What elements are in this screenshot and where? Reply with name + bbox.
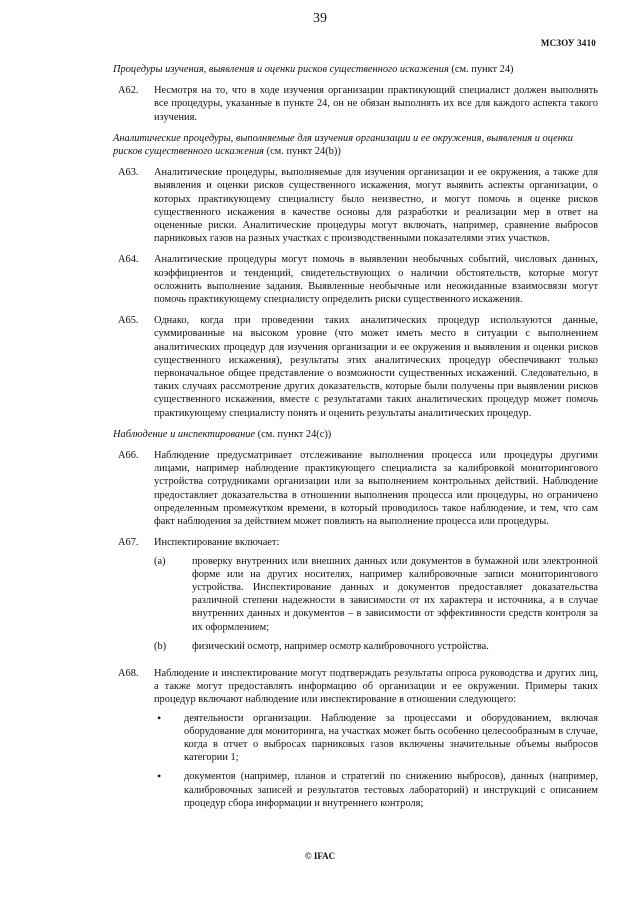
paragraph-a66 (113, 449, 598, 528)
paragraph-number: А67. (118, 537, 139, 549)
paragraph-number: А63. (118, 167, 139, 179)
paragraph-intro: Наблюдение и инспектирование могут подтверждать результаты опроса руководства и других лиц, а также могут предоставлять информацию об организации и ее окружении. Примеры таких процедур включают наблюдение или инспектирование в отношении следующего: (154, 667, 598, 706)
paragraph-body (154, 667, 598, 816)
section-heading-italic: Наблюдение и инспектирование (113, 428, 256, 440)
section-heading-italic: Аналитические процедуры, выполняемые для изучения организации и ее окружения, выявления и оценки рисков существенного искажения (113, 132, 573, 158)
list-item (154, 555, 598, 634)
section-heading (113, 63, 598, 76)
paragraph-a65 (113, 314, 598, 420)
paragraph-number: А66. (118, 450, 139, 462)
bullet-icon: • (157, 710, 162, 725)
standard-code: МСЗОУ 3410 (540, 38, 596, 48)
paragraph-a67 (113, 536, 598, 659)
list-item-text: физический осмотр, например осмотр калибровочного устройства. (192, 640, 489, 652)
paragraph-text: Наблюдение предусматривает отслеживание выполнения процесса или процедуры другими лицами, например наблюдение практикующего специалиста за калибровкой мониторингового устройства сотрудниками организации или за выполнением контрольных действий. Наблюдение предоставляет доказательства в отношении выполнения процесса или процедуры, но ограничено определенным промежутком времени, в который проводилось такое наблюдение, и тем, что сам факт наблюдения за действием может повлиять на выполнение процесса или процедуры. (154, 450, 598, 528)
list-item (154, 640, 598, 653)
page-content (113, 63, 598, 824)
section-heading-ref: (см. пункт 24(b)) (264, 146, 341, 158)
paragraph-text: Аналитические процедуры, выполняемые для изучения организации и ее окружения, а также для выявления и оценки рисков существенного искажения, могут выявить аспекты организации, о которых практикующему специалисту было неизвестно, и могут помочь в оценке рисков существенного искажения в качестве основы для разработки и реализации мер в ответ на оцененные риски. Аналитические процедуры могут включать, например, сравнение выбросов парниковых газов на разных участках с производственными показателями этих участков. (154, 167, 598, 245)
list-item-text: проверку внутренних или внешних данных или документов в бумажной или электронной форме или на других носителях, например калибровочные записи мониторингового устройства. Инспектирование данных и документов предоставляет доказательства различной степени надежности в зависимости от их характера и источника, а в случае внутренних данных и документов – в зависимости от эффективности средств контроля за их оформлением; (192, 555, 598, 633)
bullet-item-text: деятельности организации. Наблюдение за процессами и оборудованием, включая оборудование для мониторинга, на участках может быть особенно целесообразным в случае, когда в отчет о выбросах парниковых газов включены значительные объемы выбросов категории 1; (184, 712, 598, 764)
paragraph-text: Несмотря на то, что в ходе изучения организации практикующий специалист должен выполнять все процедуры, указанные в пункте 24, он не обязан выполнять их все для каждого аспекта такого изучения. (154, 85, 598, 123)
paragraph-body (154, 536, 598, 659)
list-item-label: (b) (154, 640, 167, 652)
paragraph-number: А64. (118, 254, 139, 266)
section-heading-ref: (см. пункт 24(c)) (255, 428, 332, 440)
section-heading (113, 428, 598, 441)
paragraph-a64 (113, 253, 598, 306)
page-number: 39 (313, 11, 327, 26)
paragraph-number: А65. (118, 315, 139, 327)
bullet-icon: • (157, 769, 162, 784)
list-item-label: (a) (154, 555, 166, 567)
footer-copyright: © IFAC (304, 851, 336, 861)
paragraph-a68 (113, 667, 598, 816)
paragraph-a63 (113, 166, 598, 245)
paragraph-intro: Инспектирование включает: (154, 537, 280, 549)
section-heading-ref: (см. пункт 24) (448, 64, 514, 75)
paragraph-text: Аналитические процедуры могут помочь в выявлении необычных событий, числовых данных, коэффициентов и тенденций, свидетельствующих о наличии обстоятельств, которые могут осложнить выполнение задания. Выявленные необычные или неожиданные взаимосвязи могут помочь практикующему специалисту определить риски существенного искажения. (154, 254, 598, 306)
section-heading (113, 132, 598, 158)
paragraph-number: А68. (118, 667, 139, 679)
bullet-item (154, 712, 598, 765)
paragraph-a62 (113, 84, 598, 124)
paragraph-text: Однако, когда при проведении таких аналитических процедур используются данные, суммированные на высоком уровне (что может иметь место в ситуации с выполнением аналитических процедур для изучения организации и ее окружения и выявления и оценки рисков существенного искажения), результаты этих аналитических процедур обеспечивают только первоначальное общее представление о возможности существенных искажений. Следовательно, в таких случаях рассмотрение других доказательств, которые были получены при выявлении рисков существенного искажения, вместе с результатами таких аналитических процедур может помочь практикующему специалисту понять и оценить результаты аналитических процедур. (154, 315, 598, 419)
bullet-item-text: документов (например, планов и стратегий по снижению выбросов), данных (например, калибровочных записей и результатов тестовых лабораторий) и инструкций с описанием процедур сбора информации и внутреннего контроля; (184, 771, 598, 809)
paragraph-number: А62. (118, 85, 139, 97)
section-heading-italic: Процедуры изучения, выявления и оценки рисков существенного искажения (113, 64, 449, 75)
bullet-item (154, 770, 598, 810)
